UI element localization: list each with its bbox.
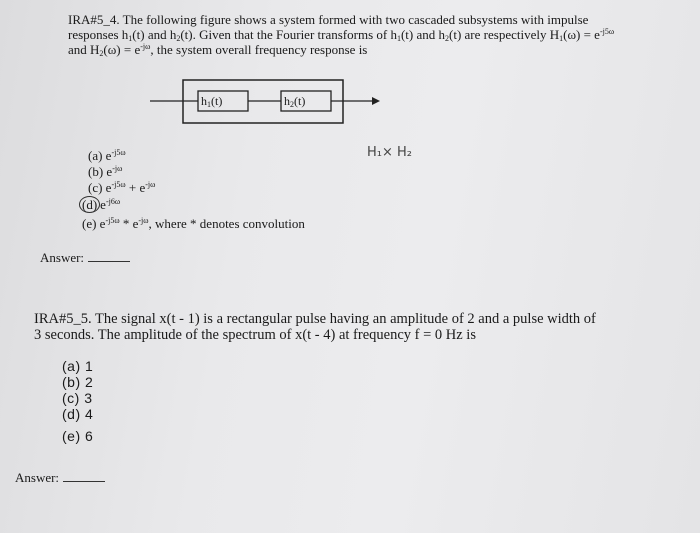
option2-e: (e) 6	[62, 428, 94, 444]
option1-e: (e) $e^{-j5\omega} * e^{-j\omega}$, where * denotes convolution	[82, 216, 305, 231]
answer2-blank[interactable]	[63, 471, 105, 482]
question2-line1: IRA#5_5. The signal x(t - 1) is a rectangular pulse having an amplitude of 2 and a pulse width of	[34, 311, 596, 327]
question1-line1: IRA#5_4. The following figure shows a system formed with two cascaded subsystems with impulse	[68, 12, 589, 27]
answer1-blank[interactable]	[88, 251, 130, 262]
question2-line2: 3 seconds. The amplitude of the spectrum of x(t - 4) at frequency f = 0 Hz is	[34, 327, 476, 343]
option1-c: (c) $e^{-j5\omega} + e^{-j\omega}$	[88, 180, 156, 195]
question1-line3: and $H_2(\omega) = e^{-j\omega}$, the system overall frequency response is	[68, 42, 368, 58]
selected-circle-mark: (d)	[79, 196, 100, 213]
cascade-diagram	[150, 78, 380, 128]
block-h1-label: $h_1(t)$	[201, 94, 223, 109]
output-arrowhead	[372, 97, 380, 105]
answer2: Answer:	[15, 470, 105, 486]
option2-d: (d) 4	[62, 406, 94, 422]
option1-a: (a) $e^{-j5\omega}$	[88, 148, 126, 163]
handwritten-note: H₁× H₂	[367, 145, 412, 160]
option1-d: (d) $e^{-j6\omega}$	[82, 196, 120, 213]
option2-a: (a) 1	[62, 358, 94, 374]
option1-b: (b) $e^{-j\omega}$	[88, 164, 123, 179]
option2-b: (b) 2	[62, 374, 94, 390]
question1-line2: responses $h_1(t)$ and $h_2(t)$. Given that the Fourier transforms of $h_1(t)$ and $h_2(t)$ are respectively $H_1(\omega) = e^{-j5\omega}$	[68, 27, 615, 43]
answer1: Answer:	[40, 250, 130, 266]
block-h2-label: $h_2(t)$	[284, 94, 306, 109]
option2-c: (c) 3	[62, 390, 93, 406]
